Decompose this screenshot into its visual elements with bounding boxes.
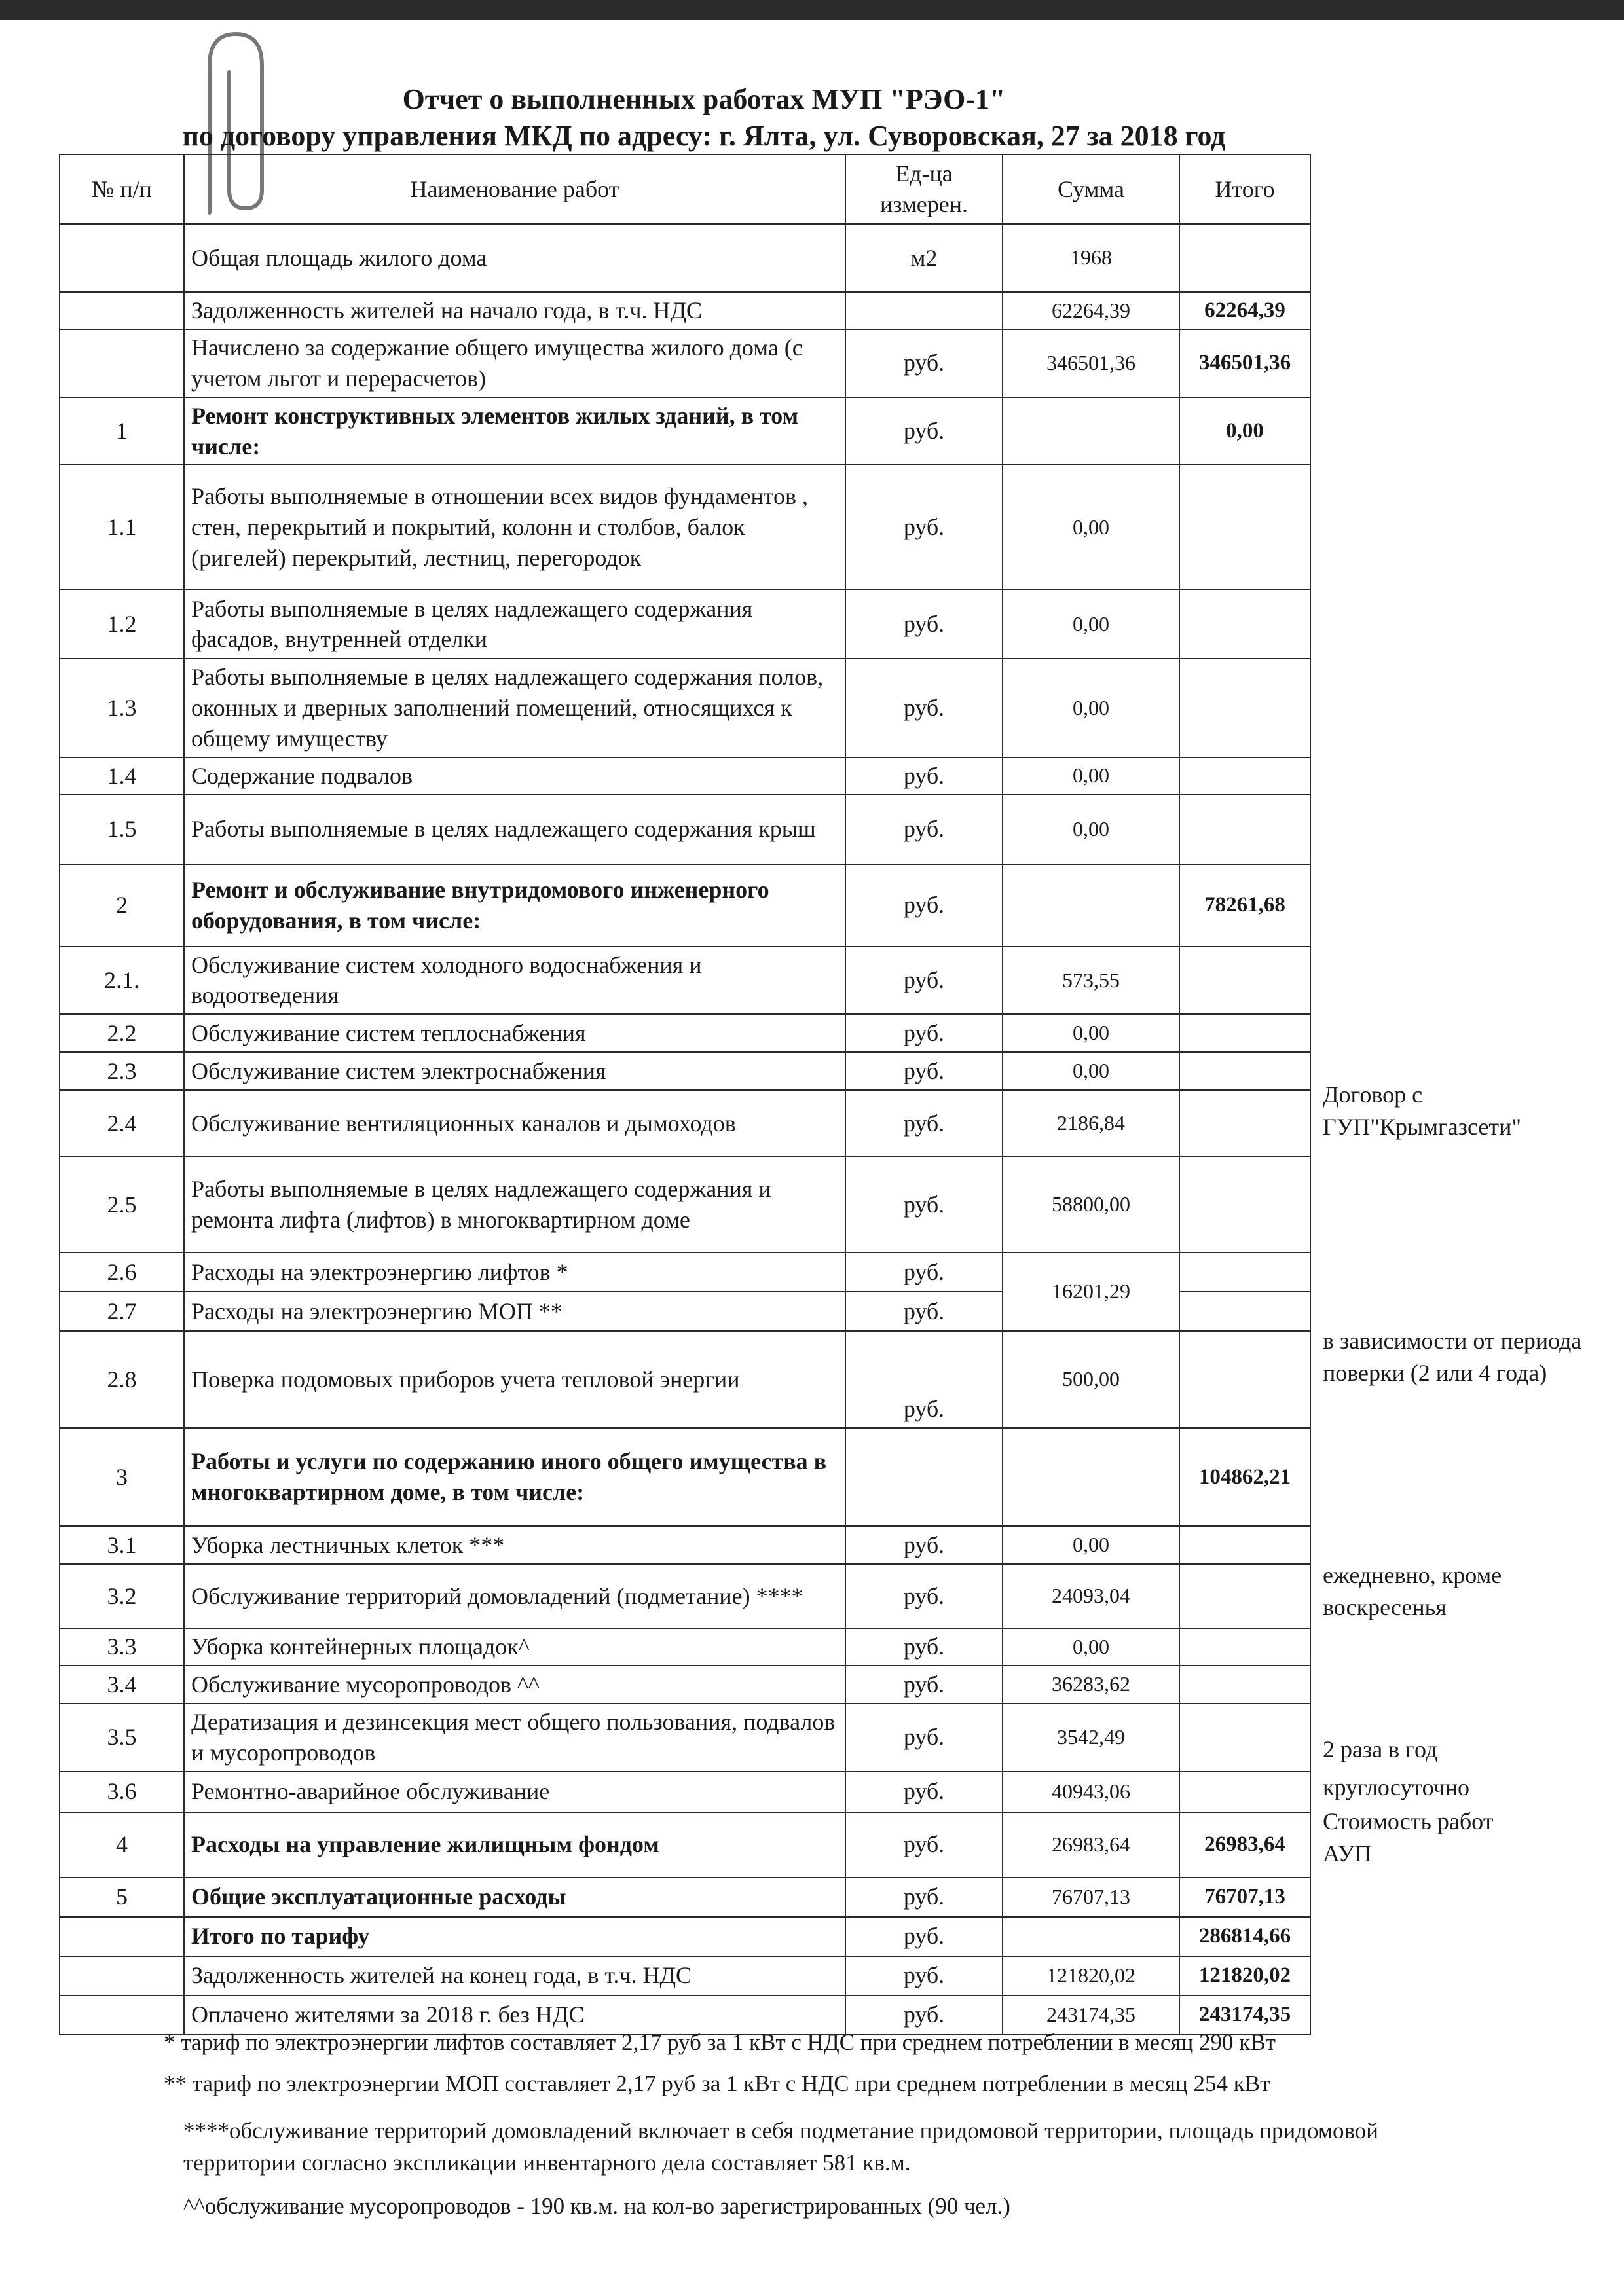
row-sum [1003,1428,1179,1526]
row-unit: руб. [845,757,1003,795]
row-num: 2.2 [60,1014,184,1052]
row-name: Общие эксплуатационные расходы [184,1878,845,1917]
row-num: 3 [60,1428,184,1526]
row-total [1179,224,1310,292]
row-unit: руб. [845,465,1003,589]
row-name: Начислено за содержание общего имущества жилого дома (с учетом льгот и перерасчетов) [184,329,845,397]
footnote-mop-tariff: ** тариф по электроэнергии МОП составляет 2,17 руб за 1 кВт с НДС при среднем потреблении в месяц 254 кВт [164,2071,1270,2096]
table-row [60,465,1310,589]
table-row [60,1878,1310,1917]
row-unit: руб. [845,1292,1003,1331]
row-unit: руб. [845,329,1003,397]
row-num: 1.2 [60,589,184,659]
row-unit: руб. [845,1628,1003,1666]
row-name: Расходы на электроэнергию лифтов * [184,1252,845,1292]
row-sum: 500,00 [1003,1331,1179,1428]
row-total [1179,947,1310,1015]
row-sum: 121820,02 [1003,1956,1179,1995]
row-name: Ремонт и обслуживание внутридомового инженерного оборудования, в том числе: [184,864,845,947]
row-sum: 2186,84 [1003,1090,1179,1157]
row-sum: 0,00 [1003,1526,1179,1564]
row-name: Работы выполняемые в отношении всех видов фундаментов , стен, перекрытий и покрытий, колонн и столбов, балок (ригелей) перекрытий, лестниц, перегородок [184,465,845,589]
row-name: Ремонт конструктивных элементов жилых зданий, в том числе: [184,397,845,465]
table-row [60,947,1310,1015]
row-sum: 346501,36 [1003,329,1179,397]
report-subtitle: по договору управления МКД по адресу: г. Ялта, ул. Суворовская, 27 за 2018 год [182,120,1226,152]
row-sum: 40943,06 [1003,1772,1179,1812]
row-total [1179,659,1310,757]
table-row [60,292,1310,329]
row-name: Дератизация и дезинсекция мест общего пользования, подвалов и мусоропроводов [184,1704,845,1772]
row-num: 1.5 [60,795,184,864]
row-name: Работы выполняемые в целях надлежащего содержания фасадов, внутренней отделки [184,589,845,659]
row-total: 62264,39 [1179,292,1310,329]
row-total [1179,1090,1310,1157]
header-sum: Сумма [1003,155,1179,224]
row-name: Обслуживание систем теплоснабжения [184,1014,845,1052]
row-name: Работы выполняемые в целях надлежащего содержания крыш [184,795,845,864]
row-total [1179,1704,1310,1772]
row-unit: руб. [845,1157,1003,1252]
header-unit: Ед-ца измерен. [845,155,1003,224]
row-unit [845,292,1003,329]
row-total [1179,1252,1310,1292]
table-row [60,1666,1310,1704]
row-name: Содержание подвалов [184,757,845,795]
row-name: Уборка контейнерных площадок^ [184,1628,845,1666]
row-unit: руб. [845,589,1003,659]
row-num: 2.6 [60,1252,184,1292]
table-row [60,1428,1310,1526]
row-unit: руб. [845,1526,1003,1564]
footnote-lift-tariff: * тариф по электроэнергии лифтов составляет 2,17 руб за 1 кВт с НДС при среднем потреблении в месяц 290 кВт [164,2030,1276,2055]
row-name: Обслуживание систем холодного водоснабжения и водоотведения [184,947,845,1015]
row-unit: руб. [845,1564,1003,1628]
row-total: 0,00 [1179,397,1310,465]
row-sum: 0,00 [1003,465,1179,589]
row-unit: руб. [845,1052,1003,1090]
table-row [60,329,1310,397]
row-total [1179,1628,1310,1666]
row-sum: 0,00 [1003,589,1179,659]
row-sum: 24093,04 [1003,1564,1179,1628]
row-name: Задолженность жителей на конец года, в т.ч. НДС [184,1956,845,1995]
row-name: Поверка подомовых приборов учета тепловой энергии [184,1331,845,1428]
row-name: Уборка лестничных клеток *** [184,1526,845,1564]
row-num [60,1917,184,1956]
works-table [59,154,1311,2035]
note-round-clock: круглосуточно [1323,1774,1470,1800]
table-row [60,397,1310,465]
table-row [60,1252,1310,1292]
row-num: 1.3 [60,659,184,757]
row-num: 3.2 [60,1564,184,1628]
row-num: 2.8 [60,1331,184,1428]
row-total [1179,1564,1310,1628]
note-aup-cost: Стоимость работ АУП [1323,1808,1494,1867]
row-num: 1.1 [60,465,184,589]
row-total: 243174,35 [1179,1995,1310,2035]
row-sum [1003,1917,1179,1956]
row-num: 2.5 [60,1157,184,1252]
row-name: Общая площадь жилого дома [184,224,845,292]
footnote-garbage-chute: ^^обслуживание мусоропроводов - 190 кв.м. на кол-во зарегистрированных (90 чел.) [183,2193,1010,2219]
row-num: 2.1. [60,947,184,1015]
row-sum: 76707,13 [1003,1878,1179,1917]
table-row [60,1917,1310,1956]
row-num [60,292,184,329]
table-row [60,659,1310,757]
row-unit: руб. [845,947,1003,1015]
row-total [1179,1052,1310,1090]
table-row [60,1772,1310,1812]
row-name: Работы и услуги по содержанию иного общего имущества в многоквартирном доме, в том числе: [184,1428,845,1526]
row-sum: 573,55 [1003,947,1179,1015]
report-title: Отчет о выполненных работах МУП "РЭО-1" [402,83,1006,115]
note-gas-contract: Договор с ГУП"Крымгазсети" [1323,1082,1522,1140]
row-sum: 58800,00 [1003,1157,1179,1252]
row-unit: руб. [845,1772,1003,1812]
row-name: Обслуживание систем электроснабжения [184,1052,845,1090]
table-row [60,1812,1310,1878]
row-unit: м2 [845,224,1003,292]
row-num: 4 [60,1812,184,1878]
row-sum: 0,00 [1003,1628,1179,1666]
row-unit: руб. [845,397,1003,465]
table-row [60,1564,1310,1628]
row-num: 3.4 [60,1666,184,1704]
table-row [60,224,1310,292]
row-sum: 3542,49 [1003,1704,1179,1772]
row-sum: 62264,39 [1003,292,1179,329]
row-sum: 0,00 [1003,659,1179,757]
row-unit: руб. [845,1331,1003,1428]
row-name: Итого по тарифу [184,1917,845,1956]
row-num [60,1956,184,1995]
row-sum [1003,864,1179,947]
row-total: 76707,13 [1179,1878,1310,1917]
row-sum [1003,397,1179,465]
row-total: 26983,64 [1179,1812,1310,1878]
row-name: Задолженность жителей на начало года, в т.ч. НДС [184,292,845,329]
row-num: 3.1 [60,1526,184,1564]
row-unit: руб. [845,1666,1003,1704]
table-row [60,1956,1310,1995]
row-total [1179,1772,1310,1812]
row-unit [845,1428,1003,1526]
header-name: Наименование работ [184,155,845,224]
row-total: 286814,66 [1179,1917,1310,1956]
table-row [60,864,1310,947]
row-sum: 36283,62 [1003,1666,1179,1704]
table-row [60,795,1310,864]
row-sum: 26983,64 [1003,1812,1179,1878]
table-row [60,1704,1310,1772]
row-total [1179,465,1310,589]
row-num: 2 [60,864,184,947]
note-verification-period: в зависимости от периода поверки (2 или 4 года) [1323,1328,1582,1386]
table-row [60,1628,1310,1666]
row-total [1179,1014,1310,1052]
table-header-row [60,155,1310,224]
row-unit: руб. [845,1878,1003,1917]
table-row [60,1014,1310,1052]
note-twice-year: 2 раза в год [1323,1736,1438,1762]
row-unit: руб. [845,1252,1003,1292]
table-row [60,757,1310,795]
row-unit: руб. [845,1812,1003,1878]
row-num: 1.4 [60,757,184,795]
table-row [60,1052,1310,1090]
header-num: № п/п [60,155,184,224]
table-row [60,589,1310,659]
row-name: Работы выполняемые в целях надлежащего содержания полов, оконных и дверных заполнений помещений, относящихся к общему имуществу [184,659,845,757]
row-name: Расходы на управление жилищным фондом [184,1812,845,1878]
row-num: 2.3 [60,1052,184,1090]
note-daily: ежедневно, кроме воскресенья [1323,1562,1502,1620]
row-name: Обслуживание территорий домовладений (подметание) **** [184,1564,845,1628]
row-sum: 1968 [1003,224,1179,292]
row-num [60,224,184,292]
row-name: Ремонтно-аварийное обслуживание [184,1772,845,1812]
row-sum: 0,00 [1003,1052,1179,1090]
row-num [60,329,184,397]
row-num: 2.7 [60,1292,184,1331]
row-name: Обслуживание мусоропроводов ^^ [184,1666,845,1704]
row-num: 3.6 [60,1772,184,1812]
row-unit: руб. [845,1704,1003,1772]
row-total: 104862,21 [1179,1428,1310,1526]
row-unit: руб. [845,795,1003,864]
row-total: 78261,68 [1179,864,1310,947]
table-row [60,1157,1310,1252]
row-total [1179,757,1310,795]
row-total [1179,1666,1310,1704]
row-total [1179,1292,1310,1331]
row-total [1179,795,1310,864]
row-total: 346501,36 [1179,329,1310,397]
row-num: 3.3 [60,1628,184,1666]
row-sum: 243174,35 [1003,1995,1179,2035]
row-name: Расходы на электроэнергию МОП ** [184,1292,845,1331]
scan-top-edge [0,0,1624,20]
row-unit: руб. [845,659,1003,757]
row-total: 121820,02 [1179,1956,1310,1995]
row-sum: 0,00 [1003,795,1179,864]
header-total: Итого [1179,155,1310,224]
row-name: Оплачено жителями за 2018 г. без НДС [184,1995,845,2035]
row-sum: 0,00 [1003,1014,1179,1052]
row-unit: руб. [845,1090,1003,1157]
row-total [1179,1157,1310,1252]
row-total [1179,1526,1310,1564]
row-name: Работы выполняемые в целях надлежащего содержания и ремонта лифта (лифтов) в многоквартирном доме [184,1157,845,1252]
row-num: 3.5 [60,1704,184,1772]
row-unit: руб. [845,1956,1003,1995]
row-unit: руб. [845,864,1003,947]
row-num: 2.4 [60,1090,184,1157]
table-row [60,1526,1310,1564]
row-unit: руб. [845,1014,1003,1052]
row-total [1179,589,1310,659]
row-name: Обслуживание вентиляционных каналов и дымоходов [184,1090,845,1157]
footnote-territory: ****обслуживание территорий домовладений включает в себя подметание придомовой территории, площадь придомовой территории согласно экспликации инвентарного дела составляет 581 кв.м. [183,2118,1378,2176]
table-row [60,1331,1310,1428]
row-unit: руб. [845,1917,1003,1956]
row-total [1179,1331,1310,1428]
row-sum: 0,00 [1003,757,1179,795]
table-row [60,1090,1310,1157]
row-num: 5 [60,1878,184,1917]
row-unit: руб. [845,1995,1003,2035]
row-sum: 16201,29 [1003,1252,1179,1331]
row-num: 1 [60,397,184,465]
